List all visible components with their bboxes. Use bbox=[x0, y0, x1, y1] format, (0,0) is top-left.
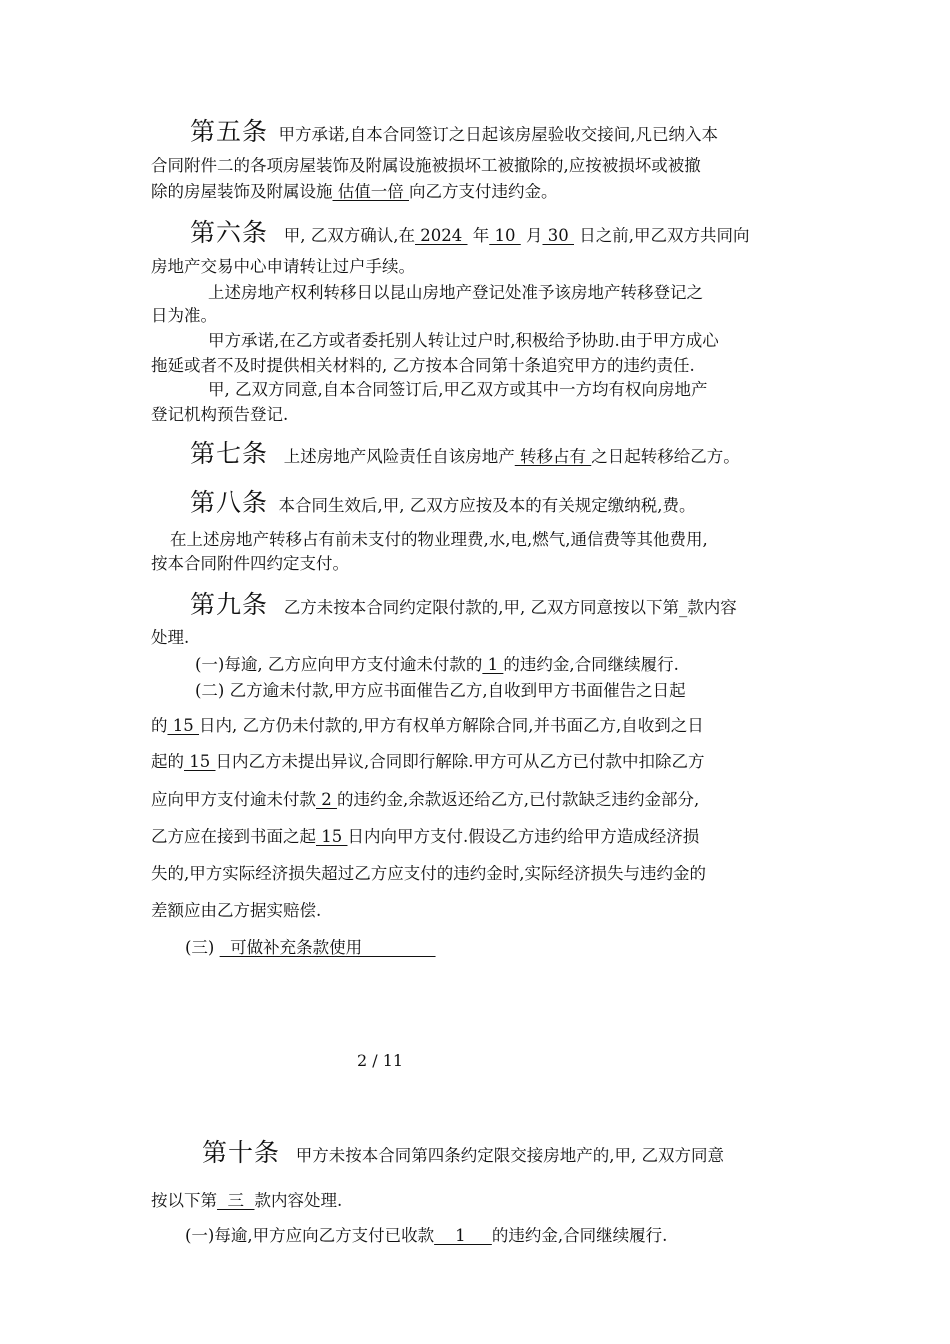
article-9-text: (一)每逾, 乙方应向甲方支付逾未付款的 bbox=[195, 655, 483, 674]
article-6-text: 日之前,甲乙双方共同向 bbox=[579, 226, 750, 245]
article-9-rate-value: 2 bbox=[316, 790, 337, 809]
article-9-text: 乙方未按本合同约定限付款的,甲, 乙双方同意按以下第_款内容 bbox=[283, 598, 737, 617]
article-6-day: 30 bbox=[542, 226, 574, 245]
article-6-first-line bbox=[190, 220, 750, 245]
article-9-text: 的 bbox=[151, 716, 168, 735]
article-9-text: 的违约金,余款返还给乙方,已付款缺乏违约金部分, bbox=[337, 790, 700, 809]
article-6-line: 日为准。 bbox=[151, 306, 217, 325]
article-6-line: 登记机构预告登记. bbox=[151, 405, 289, 424]
article-9-item-1 bbox=[195, 657, 679, 674]
article-9-line bbox=[151, 829, 699, 846]
article-9-text: 日内乙方未提出异议,合同即行解除.甲方可从乙方已付款中扣除乙方 bbox=[215, 752, 705, 771]
article-9-days-value: 15 bbox=[184, 752, 216, 771]
page-number: 2 / 11 bbox=[357, 1051, 404, 1070]
article-9-first-line bbox=[190, 592, 737, 617]
article-10-text: 按以下第 bbox=[151, 1191, 217, 1210]
article-6-text: 年 bbox=[472, 226, 490, 245]
article-9-text: 乙方应在接到书面之起 bbox=[151, 827, 316, 846]
article-5-line bbox=[151, 184, 558, 201]
article-8-first-line bbox=[190, 490, 696, 515]
article-5-heading: 第五条 bbox=[190, 117, 269, 146]
article-6-year: 2024 bbox=[415, 226, 468, 245]
article-10-text: 款内容处理. bbox=[254, 1191, 343, 1210]
article-6-line: 上述房地产权利转移日以昆山房地产登记处准予该房地产转移登记之 bbox=[208, 283, 703, 302]
article-5-line: 合同附件二的各项房屋装饰及附属设施被损坏工被撤除的,应按被损坏或被撤 bbox=[151, 156, 701, 175]
article-9-item-1-rate: 1 bbox=[482, 655, 504, 674]
article-8-heading: 第八条 bbox=[190, 488, 269, 517]
article-9-line bbox=[151, 792, 699, 809]
article-7-text: 之日起转移给乙方。 bbox=[591, 447, 740, 466]
article-8-text: 本合同生效后,甲, 乙双方应按及本的有关规定缴纳税,费。 bbox=[278, 496, 696, 515]
article-5-penalty-value: 估值一倍 bbox=[332, 182, 409, 201]
article-5-first-line bbox=[190, 119, 718, 144]
article-9-text: 日内向甲方支付.假设乙方违约给甲方造成经济损 bbox=[347, 827, 700, 846]
article-6-line: 拖延或者不及时提供相关材料的, 乙方按本合同第十条追究甲方的违约责任. bbox=[151, 356, 695, 375]
article-7-transfer-term: 转移占有 bbox=[514, 447, 592, 466]
article-10-heading: 第十条 bbox=[202, 1138, 281, 1167]
article-9-text: 日内, 乙方仍未付款的,甲方有权单方解除合同,并书面乙方,自收到之日 bbox=[199, 716, 704, 735]
article-6-line: 甲, 乙双方同意,自本合同签订后,甲乙双方或其中一方均有权向房地产 bbox=[208, 380, 708, 399]
article-9-heading: 第九条 bbox=[190, 590, 269, 619]
article-9-item-3 bbox=[185, 940, 436, 957]
article-7-text: 上述房地产风险责任自该房地产 bbox=[283, 447, 515, 466]
article-9-line bbox=[151, 718, 704, 735]
article-8-line: 在上述房地产转移占有前未支付的物业理费,水,电,燃气,通信费等其他费用, bbox=[170, 530, 708, 549]
article-9-item-2: (二) 乙方逾未付款,甲方应书面催告乙方,自收到甲方书面催告之日起 bbox=[195, 681, 686, 700]
article-9-text: 的违约金,合同继续履行. bbox=[503, 655, 679, 674]
article-6-month: 10 bbox=[489, 226, 521, 245]
article-9-text: 应向甲方支付逾未付款 bbox=[151, 790, 316, 809]
article-9-text: 起的 bbox=[151, 752, 184, 771]
article-10-text: 的违约金,合同继续履行. bbox=[491, 1226, 668, 1245]
article-9-line bbox=[151, 754, 705, 771]
article-9-days-value: 15 bbox=[316, 827, 348, 846]
article-10-line bbox=[151, 1193, 342, 1210]
article-7-heading: 第七条 bbox=[190, 439, 269, 468]
article-9-supplementary-clause: 可做补充条款使用 bbox=[219, 938, 436, 957]
article-6-line: 房地产交易中心申请转让过户手续。 bbox=[151, 257, 415, 276]
article-9-line: 处理. bbox=[151, 628, 190, 647]
article-10-item-1-rate: 1 bbox=[434, 1226, 492, 1245]
article-9-days-value: 15 bbox=[167, 716, 199, 735]
article-10-clause-number: 三 bbox=[217, 1191, 255, 1210]
article-8-line: 按本合同附件四约定支付。 bbox=[151, 554, 349, 573]
article-10-text: 甲方未按本合同第四条约定限交接房地产的,甲, 乙双方同意 bbox=[295, 1146, 725, 1165]
article-7-line bbox=[190, 441, 740, 466]
article-6-text: 月 bbox=[526, 226, 543, 245]
article-6-line: 甲方承诺,在乙方或者委托别人转让过户时,积极给予协助.由于甲方成心 bbox=[208, 331, 719, 350]
article-6-heading: 第六条 bbox=[190, 218, 269, 247]
article-9-line: 差额应由乙方据实赔偿. bbox=[151, 901, 322, 920]
article-9-text: (三) bbox=[185, 938, 215, 957]
article-9-line: 失的,甲方实际经济损失超过乙方应支付的违约金时,实际经济损失与违约金的 bbox=[151, 864, 706, 883]
article-10-item-1 bbox=[185, 1228, 667, 1245]
article-5-text: 除的房屋装饰及附属设施 bbox=[151, 182, 333, 201]
article-6-text: 甲, 乙双方确认,在 bbox=[283, 226, 416, 245]
article-10-text: (一)每逾,甲方应向乙方支付已收款 bbox=[185, 1226, 435, 1245]
article-5-text: 甲方承诺,自本合同签订之日起该房屋验收交接间,凡已纳入本 bbox=[278, 125, 719, 144]
article-10-first-line bbox=[202, 1140, 724, 1165]
article-5-text: 向乙方支付违约金。 bbox=[409, 182, 558, 201]
